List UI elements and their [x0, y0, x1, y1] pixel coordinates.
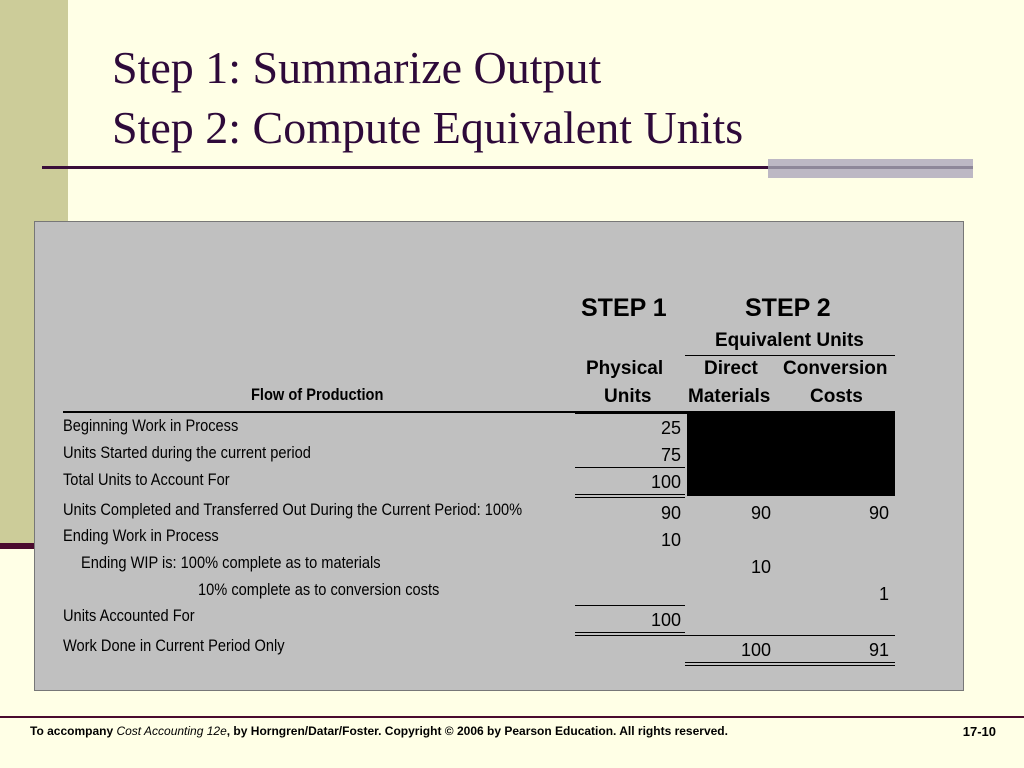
footer-book-title: Cost Accounting 12e [116, 724, 227, 738]
slide-number: 17-10 [962, 724, 996, 739]
row-label-total-units: Total Units to Account For [63, 470, 230, 489]
row-label-units-accounted: Units Accounted For [63, 606, 195, 625]
conversion-work-done: 91 [868, 640, 889, 660]
physical-accounted-double-rule-top [575, 632, 685, 633]
direct-units-completed: 90 [750, 503, 771, 523]
physical-units-started: 75 [660, 445, 681, 465]
direct-work-done: 100 [740, 640, 771, 660]
conversion-header-line2: Costs [810, 386, 863, 407]
physical-units-accounted: 100 [650, 610, 681, 630]
work-done-rule [685, 635, 895, 636]
physical-ending-wip: 10 [660, 530, 681, 550]
physical-total-double-rule-top [575, 494, 685, 495]
equivalent-units-header: Equivalent Units [715, 330, 864, 351]
row-label-ending-wip: Ending Work in Process [63, 526, 219, 545]
flow-of-production-header: Flow of Production [251, 385, 384, 404]
physical-header-line2: Units [604, 386, 652, 407]
physical-units-completed: 90 [660, 503, 681, 523]
blocked-out-cells [687, 413, 895, 496]
flow-header-rule [63, 411, 579, 413]
physical-beginning-wip: 25 [660, 418, 681, 438]
footer-prefix: To accompany [30, 724, 117, 738]
footer-suffix: , by Horngren/Datar/Foster. Copyright © 2006 by Pearson Education. All rights reserved. [226, 724, 728, 738]
row-label-ending-wip-materials: Ending WIP is: 100% complete as to materials [81, 553, 381, 572]
physical-subtotal-rule [575, 467, 685, 468]
step1-header: STEP 1 [581, 294, 667, 322]
footer-copyright [30, 724, 728, 738]
conversion-units-completed: 90 [868, 503, 889, 523]
direct-header-line2: Materials [688, 386, 771, 407]
footer-rule [0, 716, 1024, 718]
step2-header: STEP 2 [745, 294, 831, 322]
direct-header-line1: Direct [704, 358, 758, 379]
conversion-header-line1: Conversion [783, 358, 888, 379]
row-label-units-completed: Units Completed and Transferred Out During the Current Period: 100% [63, 500, 523, 519]
title-line-1: Step 1: Summarize Output [112, 42, 602, 93]
title-underline [42, 166, 770, 169]
slide-title [112, 38, 743, 158]
work-done-double-rule-top [685, 662, 895, 663]
equivalent-units-rule [685, 355, 895, 356]
row-label-work-done: Work Done in Current Period Only [63, 636, 285, 655]
physical-total-double-rule-bottom [575, 497, 685, 498]
row-label-units-started: Units Started during the current period [63, 443, 311, 462]
physical-accounted-double-rule-bottom [575, 635, 685, 636]
physical-accounted-rule [575, 605, 685, 606]
row-label-beginning-wip: Beginning Work in Process [63, 416, 239, 435]
equivalent-units-table [34, 221, 964, 691]
title-line-2: Step 2: Compute Equivalent Units [112, 102, 744, 153]
title-rule-accent [768, 159, 973, 178]
work-done-double-rule-bottom [685, 665, 895, 666]
physical-header-line1: Physical [586, 358, 664, 379]
physical-total-units: 100 [650, 472, 681, 492]
conversion-ending-wip: 1 [878, 584, 889, 604]
direct-ending-wip-materials: 10 [750, 557, 771, 577]
row-label-ending-wip-conversion: 10% complete as to conversion costs [198, 580, 440, 599]
